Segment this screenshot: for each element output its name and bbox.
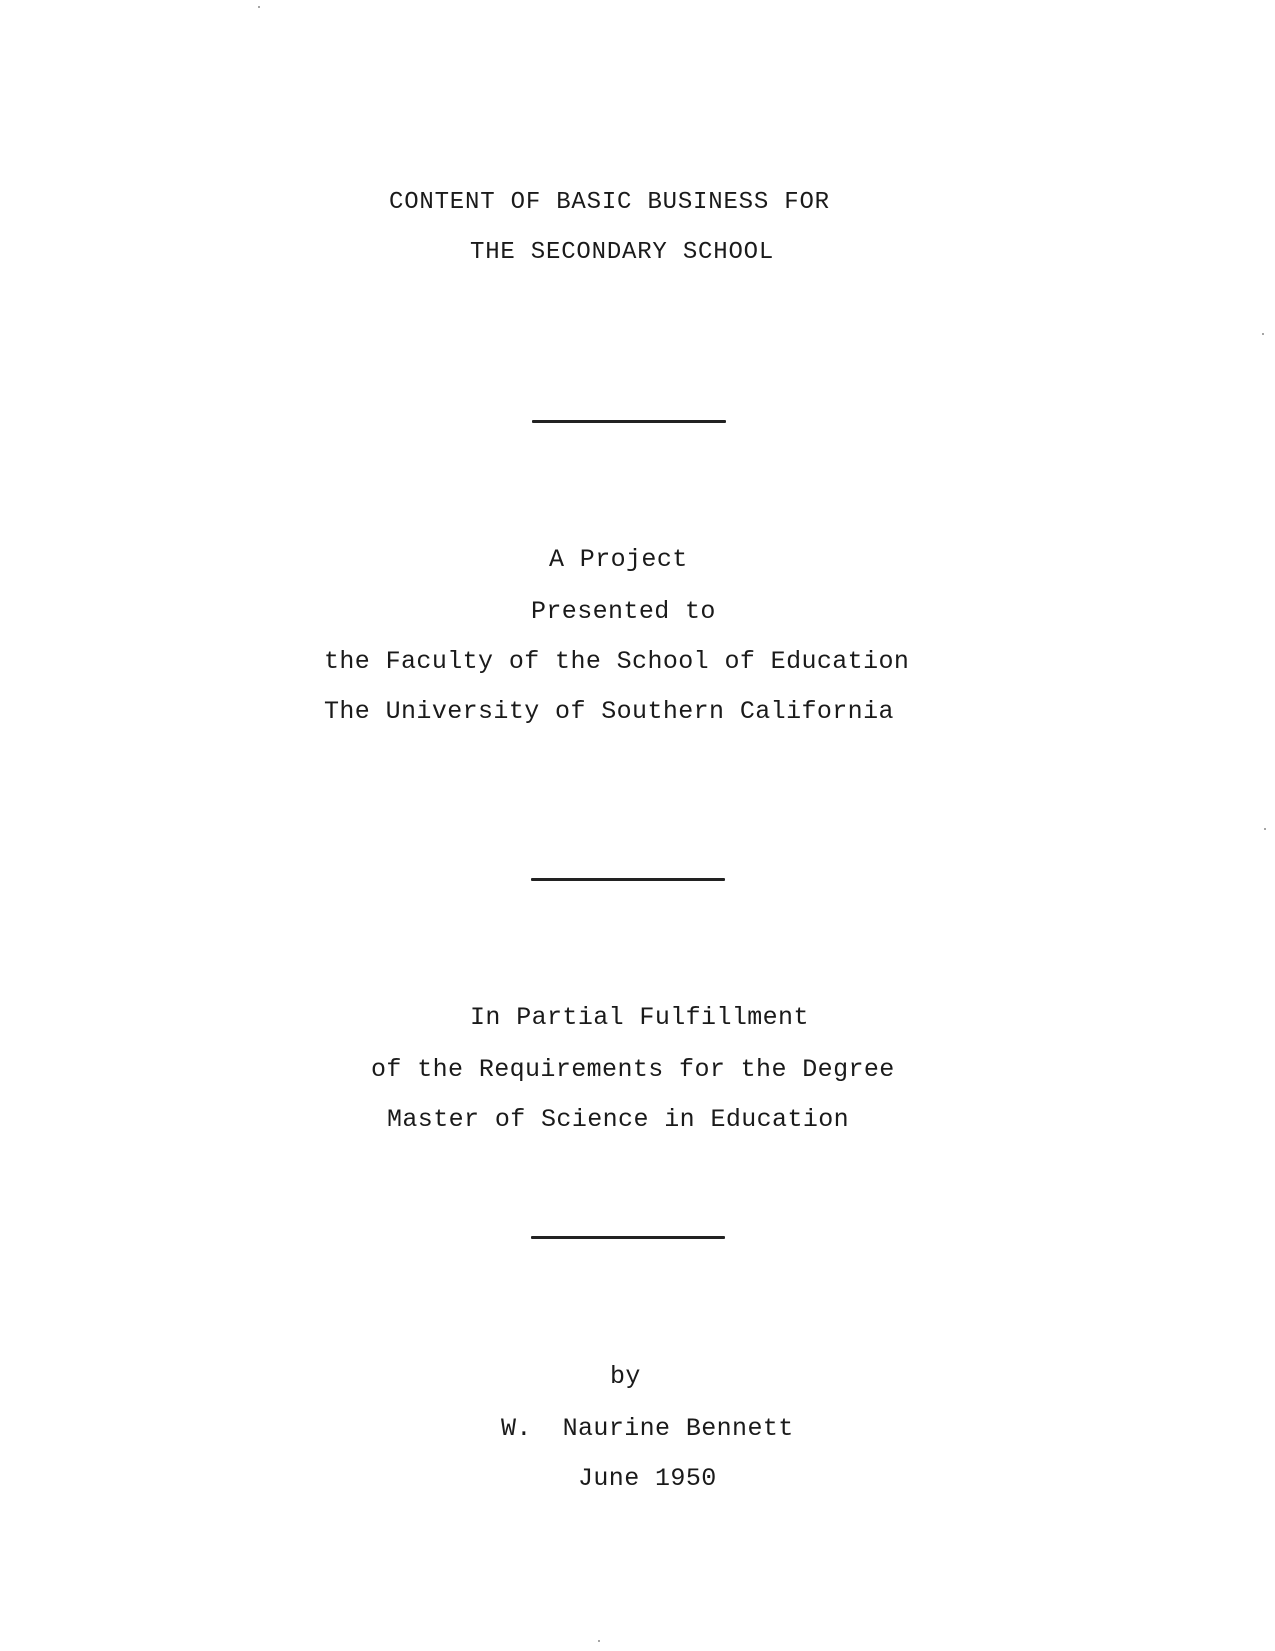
presentation-line-1: A Project (549, 545, 688, 574)
scan-speck (1262, 333, 1264, 335)
scan-speck (258, 6, 260, 8)
fulfillment-line-3: Master of Science in Education (387, 1105, 850, 1134)
scan-speck (598, 1640, 600, 1642)
presentation-line-3: the Faculty of the School of Education (324, 647, 910, 676)
title-line-2: THE SECONDARY SCHOOL (470, 239, 775, 266)
scan-speck (1264, 828, 1266, 830)
by-line: by (610, 1362, 641, 1391)
author-name: W. Naurine Bennett (501, 1414, 794, 1443)
fulfillment-line-1: In Partial Fulfillment (470, 1003, 809, 1032)
presentation-line-4: The University of Southern California (324, 697, 894, 726)
date-line: June 1950 (578, 1464, 717, 1493)
presentation-line-2: Presented to (531, 597, 716, 626)
title-line-1: CONTENT OF BASIC BUSINESS FOR (389, 189, 830, 216)
divider-rule-1 (532, 420, 726, 423)
divider-rule-2 (531, 878, 725, 881)
divider-rule-3 (531, 1236, 725, 1239)
fulfillment-line-2: of the Requirements for the Degree (371, 1055, 895, 1084)
